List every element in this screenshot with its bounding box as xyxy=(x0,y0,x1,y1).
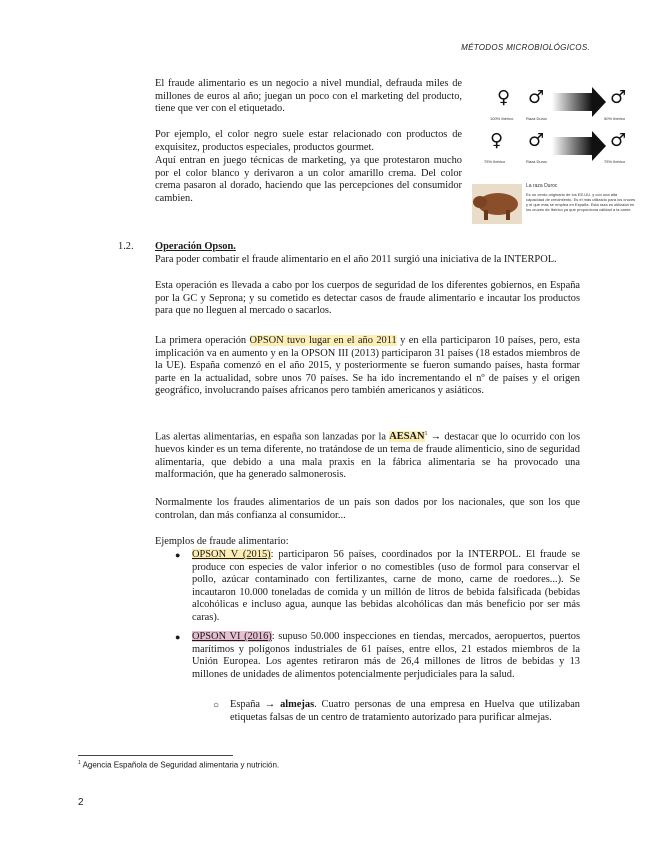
footnote-ref: 1 xyxy=(424,431,428,437)
section-paragraph-5: Normalmente los fraudes alimentarios de un país son dados por los nacionales, que son los que controlan, dan más confianza al consumidor... xyxy=(155,497,580,521)
figure-caption-title: La raza Duroc xyxy=(526,183,558,189)
figure-caption-text: Es un cerdo originario de los EE.UU. y con una alta capacidad de crecimiento. Es el más utilizado para los cruces y el que más se emplea en España. Esta raza es utilizada en los cruces de Ibérico ya que proporciona calidad a la carne. xyxy=(526,192,636,212)
section-paragraph-4: Las alertas alimentarias, en españa son lanzadas por la $AESAN^1$ → destacar que lo ocurrido con los huevos kinder es un tema diferente, no tratándose de un tema de fraude alimenticio, sino de seguridad alimentaria, que debido a una mala praxis en la fábrica alimentaria se ha provocado una malformación, que ha generado salmonerosis. xyxy=(155,431,580,481)
arrow-shaft xyxy=(552,137,592,155)
figure-label: 100% Ibérico xyxy=(490,116,514,121)
male-icon: ♂ xyxy=(610,130,627,151)
highlight: OPSON VI (2016) xyxy=(192,631,272,642)
figure-label: Raza Duroc xyxy=(526,116,548,121)
footnote: $^1$ Agencia Española de Seguridad alimentaria y nutrición. xyxy=(78,760,280,770)
figure-label: 75% Ibérico xyxy=(484,159,506,164)
highlight: OPSON tuvo lugar en el año 2011 xyxy=(249,335,397,346)
bullet-item-opson-v: OPSON V (2015): participaron 56 países, coordinados por la INTERPOL. El fraude se produce con especies de valor inferior o no comestibles (uso de formol para conservar el pollo, azúcar contaminado con fertilizantes, carne de mono, carne de roedores...). Se incautaron 10.000 toneladas de comida y un millón de litros de bebida falsificada (bebidas alcohólicas e incluso agua, aunque las bebidas alcohólicas dan más beneficio por ser más caras). xyxy=(192,549,580,623)
male-icon: ♂ xyxy=(610,87,627,108)
figure-label: 50% Ibérico xyxy=(604,116,626,121)
arrow-shaft xyxy=(552,93,592,111)
footnote-divider xyxy=(78,755,233,756)
female-icon: ♀ xyxy=(490,130,504,151)
section-paragraph-2: Esta operación es llevada a cabo por los cuerpos de seguridad de los diferentes gobiernos, en España por la GC y Seprona; y su cometido es detectar casos de fraude alimentario e incautar los productos para que no lleguen al mercado o sacarlos. xyxy=(155,280,580,317)
intro-paragraph-3: Aquí entran en juego técnicas de marketing, ya que protestaron mucho por el color blanco y derivaron a un color amarillo crema. Del color crema pasaron al dorado, haciendo que las percepciones del consumidor cambien. xyxy=(155,155,462,204)
running-header: MÉTODOS MICROBIOLÓGICOS. xyxy=(461,43,590,52)
intro-paragraph-1: El fraude alimentario es un negocio a nivel mundial, defrauda miles de millones de euros al año; juegan un poco con el marketing del producto, tiene que ver con el etiquetado. xyxy=(155,78,462,115)
breeding-figure xyxy=(470,84,640,244)
bullet-item-opson-vi: OPSON VI (2016): supuso 50.000 inspecciones en tiendas, mercados, aeropuertos, puertos marítimos y polígonos industriales de 61 países, entre ellos, 21 estados miembros de la Unión Europea. Los agentes retiraron más de 26,4 millones de litros de bebidas y 13 millones de unidades de alimentos potencialmente perjudiciales para la salud. xyxy=(192,631,580,680)
section-title: Operación Opson. xyxy=(155,241,236,252)
duroc-pig-image xyxy=(472,184,522,224)
examples-title: Ejemplos de fraude alimentario: xyxy=(155,536,289,547)
male-icon: ♂ xyxy=(528,87,545,108)
section-paragraph-3: La primera operación OPSON tuvo lugar en el año 2011 y en ella participaron 10 países, pero, esta implicación va en aumento y en la OPSON III (2013) participaron 31 países (18 estados miembros de la UE). España comenzó en el año 2015, y posteriormente se fueron sumando países, hasta formar parte en la actualidad, sobre unos 70 países. Se ha ido incrementando el nº de países y el origen geográfico, involucrando países africanos pero también americanos y asiáticos. xyxy=(155,335,580,397)
female-icon: ♀ xyxy=(497,87,511,108)
bullet-icon: ● xyxy=(175,550,181,560)
circle-bullet-icon: ○ xyxy=(213,700,220,711)
highlight: OPSON V (2015) xyxy=(192,549,271,560)
section-number: 1.2. xyxy=(118,241,134,252)
highlight: AESAN xyxy=(389,431,425,443)
bullet-icon: ● xyxy=(175,632,181,642)
page-number: 2 xyxy=(78,797,84,808)
arrow-right-icon xyxy=(592,87,606,117)
intro-paragraph-2: Por ejemplo, el color negro suele estar relacionado con productos de exquisitez, productos especiales, productos gourmet. xyxy=(155,129,462,153)
section-paragraph-1: Para poder combatir el fraude alimentario en el año 2011 surgió una iniciativa de la INTERPOL. xyxy=(155,254,557,265)
figure-label: Raza Duroc xyxy=(526,159,548,164)
sub-bullet-almejas: España → almejas. Cuatro personas de una empresa en Huelva que utilizaban etiquetas falsas de un centro de tratamiento autorizado para purificar almejas. xyxy=(230,699,581,723)
arrow-right-icon xyxy=(592,131,606,161)
figure-label: 75% Ibérico xyxy=(604,159,626,164)
male-icon: ♂ xyxy=(528,130,545,151)
